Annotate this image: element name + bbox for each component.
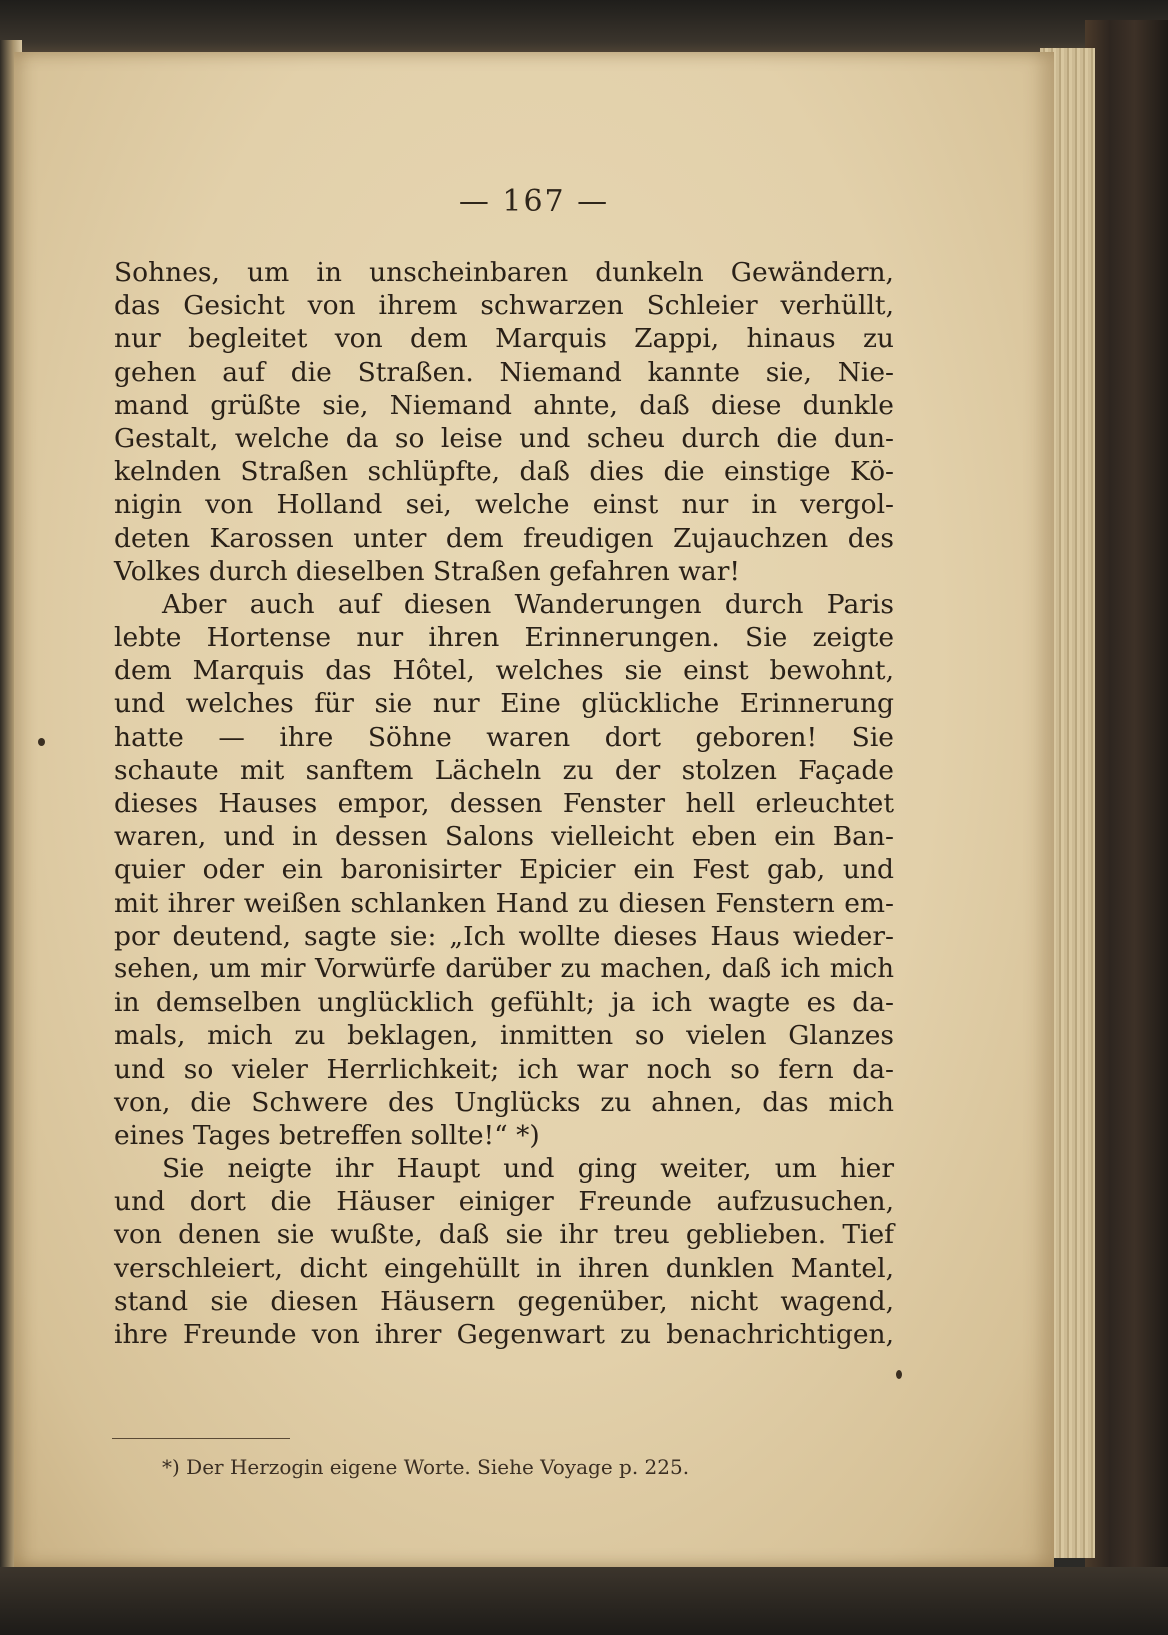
text-line: sehen, um mir Vorwürfe darüber zu machen, daß ich mich xyxy=(114,953,894,984)
paper-speck xyxy=(38,738,45,746)
text-line: eines Tages betreffen sollte!“ *) xyxy=(114,1119,540,1151)
text-line: und welches für sie nur Eine glückliche Erinnerung xyxy=(114,688,894,720)
text-line: schaute mit sanftem Lächeln zu der stolzen Façade xyxy=(114,754,894,786)
text-line: von, die Schwere des Unglücks zu ahnen, das mich xyxy=(114,1086,894,1118)
text-line: waren, und in dessen Salons vielleicht eben ein Ban- xyxy=(114,821,894,853)
footnote-rule xyxy=(112,1438,290,1439)
text-line: Aber auch auf diesen Wanderungen durch Paris xyxy=(162,588,894,620)
body-text xyxy=(114,256,894,1351)
text-line: quier oder ein baronisirter Epicier ein Fest gab, und xyxy=(114,854,894,886)
text-line: das Gesicht von ihrem schwarzen Schleier verhüllt, xyxy=(114,290,894,322)
text-line: por deutend, sagte sie: „Ich wollte dieses Haus wieder- xyxy=(114,920,894,952)
text-line: Volkes durch dieselben Straßen gefahren war! xyxy=(114,555,741,587)
text-line: verschleiert, dicht eingehüllt in ihren dunklen Mantel, xyxy=(114,1252,894,1284)
text-line: ihre Freunde von ihrer Gegenwart zu benachrichtigen, xyxy=(114,1319,894,1350)
text-line: mit ihrer weißen schlanken Hand zu diesen Fenstern em- xyxy=(114,887,894,919)
text-line: deten Karossen unter dem freudigen Zujauchzen des xyxy=(114,522,894,554)
text-line: nigin von Holland sei, welche einst nur in vergol- xyxy=(114,489,894,521)
text-line: dieses Hauses empor, dessen Fenster hell erleuchtet xyxy=(114,788,894,819)
text-line: hatte — ihre Söhne waren dort geboren! Sie xyxy=(114,721,894,753)
text-line: und so vieler Herrlichkeit; ich war noch so fern da- xyxy=(114,1053,894,1085)
text-line: kelnden Straßen schlüpfte, daß dies die einstige Kö- xyxy=(114,456,894,488)
text-line: Sie neigte ihr Haupt und ging weiter, um hier xyxy=(162,1153,894,1185)
text-line: und dort die Häuser einiger Freunde aufzusuchen, xyxy=(114,1186,894,1218)
text-line: Sohnes, um in unscheinbaren dunkeln Gewändern, xyxy=(114,257,894,288)
text-line: von denen sie wußte, daß sie ihr treu geblieben. Tief xyxy=(114,1219,894,1251)
text-line: stand sie diesen Häusern gegenüber, nicht wagend, xyxy=(114,1285,894,1317)
book-cover-right xyxy=(1085,20,1168,1595)
text-line: lebte Hortense nur ihren Erinnerungen. Sie zeigte xyxy=(114,622,894,654)
text-line: mand grüßte sie, Niemand ahnte, daß diese dunkle xyxy=(114,389,894,421)
text-line: nur begleitet von dem Marquis Zappi, hinaus zu xyxy=(114,323,894,355)
book-page xyxy=(14,52,1054,1567)
paper-speck xyxy=(896,1370,902,1379)
text-line: Gestalt, welche da so leise und scheu durch die dun- xyxy=(114,422,894,454)
book-binding-top xyxy=(0,0,1168,60)
text-line: gehen auf die Straßen. Niemand kannte sie, Nie- xyxy=(114,356,894,388)
text-line: in demselben unglücklich gefühlt; ja ich wagte es da- xyxy=(114,987,894,1019)
text-line: mals, mich zu beklagen, inmitten so vielen Glanzes xyxy=(114,1020,894,1052)
book-bottom-edge xyxy=(0,1567,1168,1635)
footnote: *) Der Herzogin eigene Worte. Siehe Voyage p. 225. xyxy=(162,1455,690,1479)
page-number: — 167 — xyxy=(458,184,610,219)
text-line: dem Marquis das Hôtel, welches sie einst bewohnt, xyxy=(114,655,894,687)
